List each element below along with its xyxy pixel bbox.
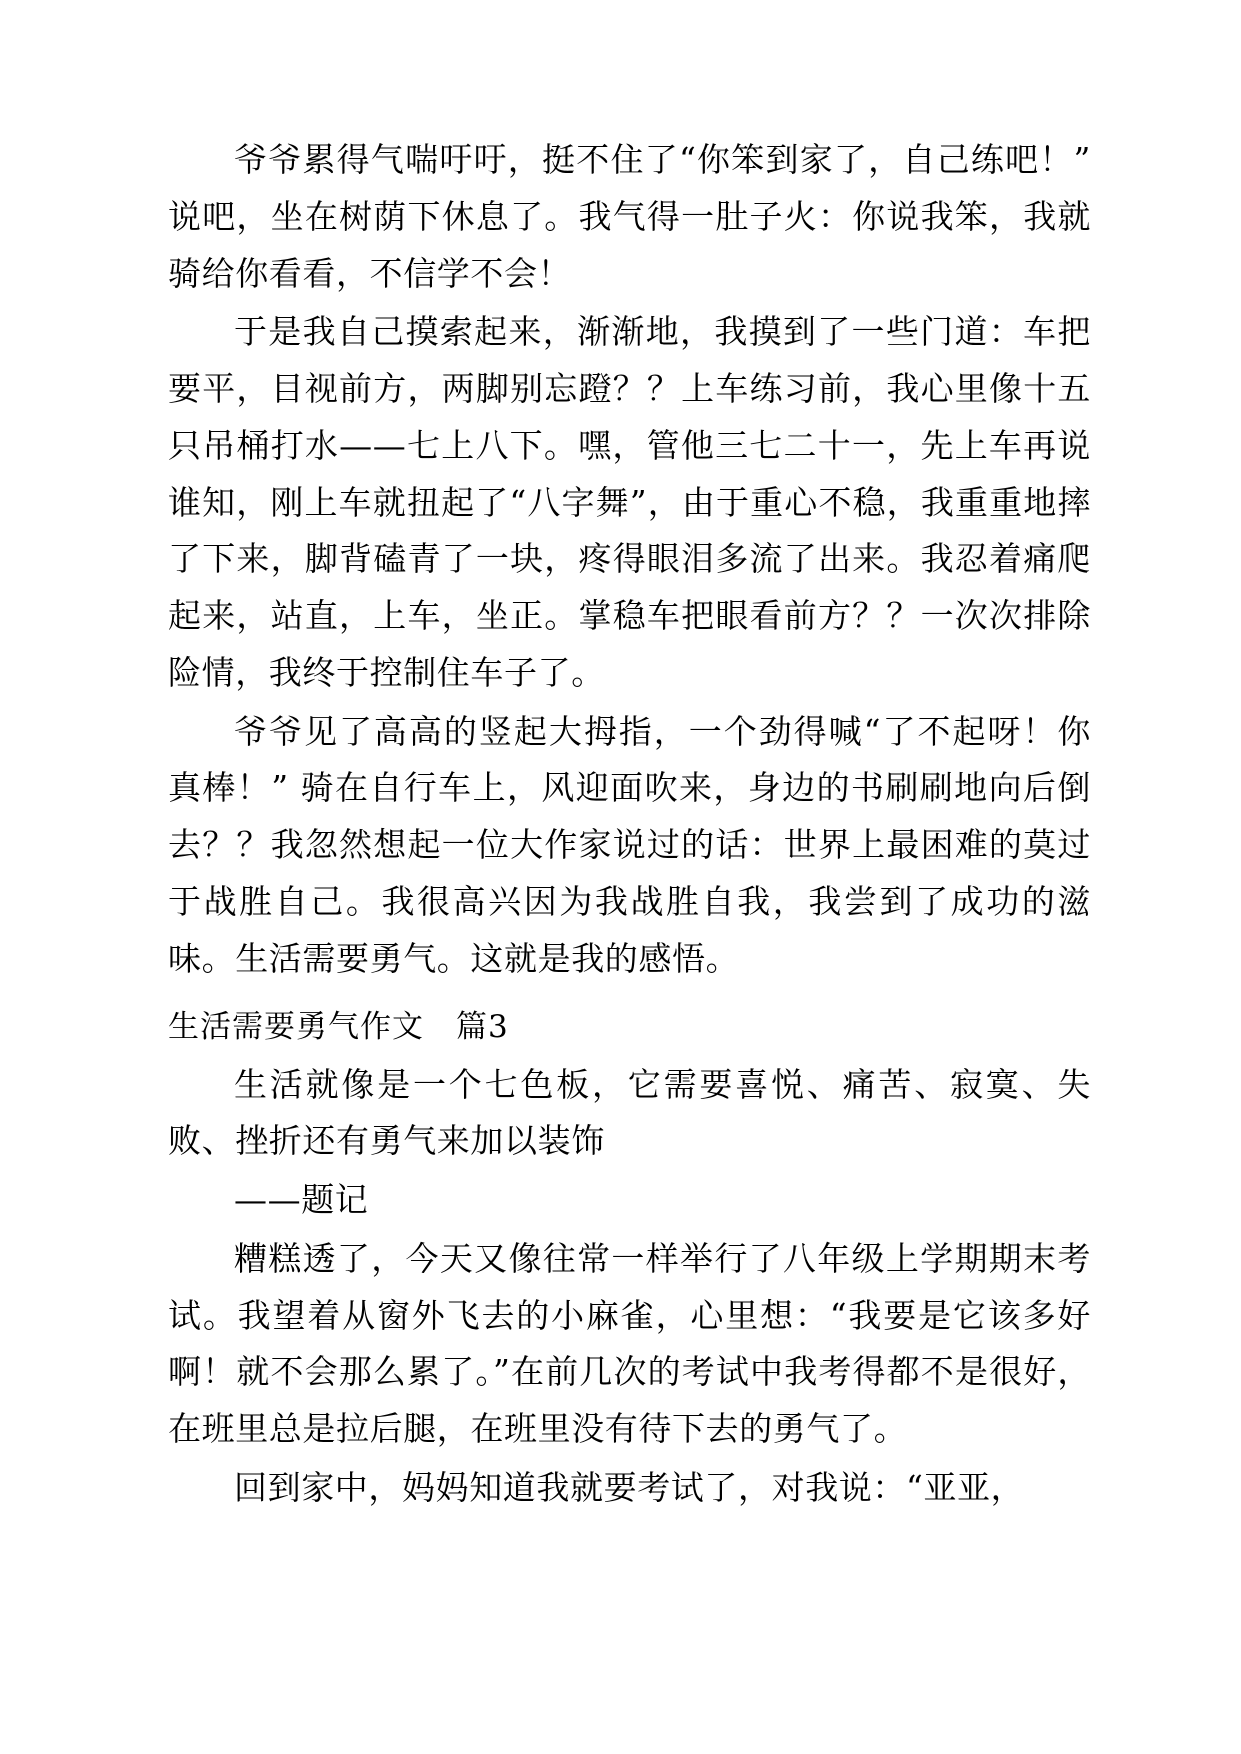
paragraph: 回到家中，妈妈知道我就要考试了，对我说：“亚亚， bbox=[234, 1467, 1025, 1507]
paragraph: 于是我自己摸索起来，渐渐地，我摸到了一些门道：车把要平，目视前方，两脚别忘蹬？？上车练习前，我心里像十五只吊桶打水——七上八下。嘿，管他三七二十一，先上车再说谁知，刚上车就扭起了“八字舞”，由于重心不稳，我重重地摔了下来，脚背磕青了一块，疼得眼泪多流了出来。我忍着痛爬起来，站直，上车，坐正。掌稳车把眼看前方？？一次次排除险情，我终于控制住车子了。 bbox=[168, 312, 1091, 692]
paragraph: 爷爷累得气喘吁吁，挺不住了“你笨到家了，自己练吧！”说吧，坐在树荫下休息了。我气得一肚子火：你说我笨，我就骑给你看看，不信学不会！ bbox=[168, 140, 1091, 293]
section-heading: 生活需要勇气作文 篇3 bbox=[168, 1009, 509, 1046]
document-body bbox=[168, 132, 1091, 1517]
paragraph: 糟糕透了，今天又像往常一样举行了八年级上学期期末考试。我望着从窗外飞去的小麻雀，心里想：“我要是它该多好啊！就不会那么累了。”在前几次的考试中我考得都不是很好，在班里总是拉后腿，在班里没有待下去的勇气了。 bbox=[168, 1238, 1091, 1449]
paragraph: 生活就像是一个七色板，它需要喜悦、痛苦、寂寞、失败、挫折还有勇气来加以装饰 bbox=[168, 1064, 1091, 1161]
epigraph-line: ——题记 bbox=[234, 1180, 369, 1220]
paragraph: 爷爷见了高高的竖起大拇指，一个劲得喊“了不起呀！你真棒！” 骑在自行车上，风迎面吹来，身边的书刷刷地向后倒去？？我忽然想起一位大作家说过的话：世界上最困难的莫过于战胜自己。我很高兴因为我战胜自我，我尝到了成功的滋味。生活需要勇气。这就是我的感悟。 bbox=[168, 711, 1091, 978]
